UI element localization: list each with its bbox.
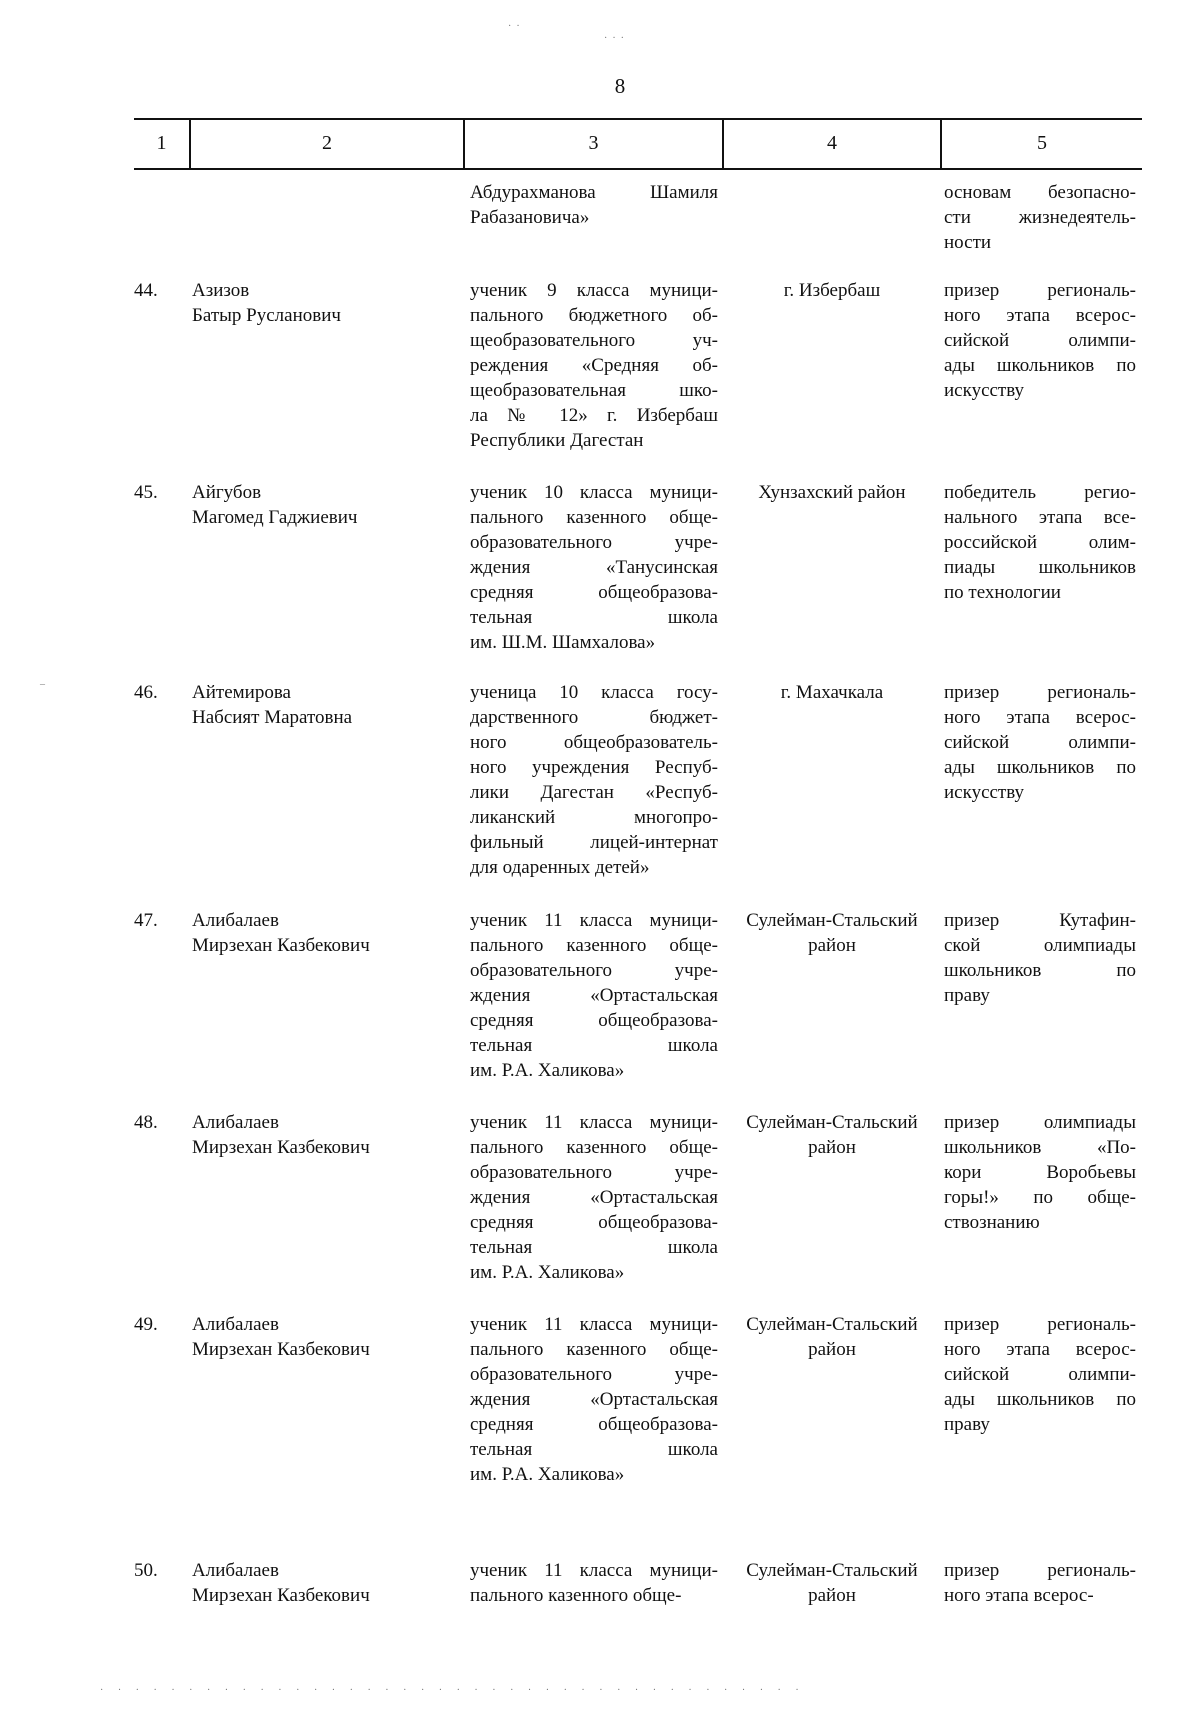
result-line: горы!» по обще- [944,1187,1136,1208]
row-result-cell [944,1110,1136,1235]
school-line: ученик 10 класса муници- [470,482,718,503]
result-line: школьников «По- [944,1137,1136,1158]
row-school-cell [470,480,718,655]
school-line: им. Р.А. Халикова» [470,1262,625,1283]
row-school-cell [470,1558,718,1608]
row-school-cell [470,908,718,1083]
row-school-cell [470,1110,718,1285]
school-line: пального казенного обще- [470,1585,682,1606]
school-line: тельная школа [470,607,718,628]
result-line: сти жизнедеятель- [944,207,1136,228]
row-school-cell [470,1312,718,1487]
school-line: средняя общеобразова- [470,1414,718,1435]
name-line: Магомед Гаджиевич [192,507,358,528]
school-line: образовательного учре- [470,960,718,981]
school-line: ждения «Ортастальская [470,985,718,1006]
result-line: призер региональ- [944,280,1136,301]
name-line: Алибалаев [192,910,279,931]
name-line: Алибалаев [192,1112,279,1133]
name-line: Азизов [192,280,250,301]
school-line: ждения «Ортастальская [470,1187,718,1208]
district-line: Сулейман-Стальский [746,910,918,931]
result-line: призер региональ- [944,1560,1136,1581]
row-result-cell [944,480,1136,605]
scan-speck: · · [508,21,520,32]
school-line: средняя общеобразова- [470,1010,718,1031]
result-line: искусству [944,782,1025,803]
row-district-cell [724,480,940,505]
row-number: 50. [134,1560,158,1581]
result-line: ской олимпиады [944,935,1136,956]
school-line: пального казенного обще- [470,1339,718,1360]
name-line: Алибалаев [192,1560,279,1581]
school-line: ждения «Танусинская [470,557,718,578]
school-line: пального казенного обще- [470,935,718,956]
row-result-cell [944,278,1136,403]
school-line: образовательного учре- [470,1364,718,1385]
school-line: для одаренных детей» [470,857,650,878]
result-line: школьников по [944,960,1136,981]
district-line: Сулейман-Стальский [746,1314,918,1335]
row-number: 44. [134,280,158,301]
school-line: щеобразовательного уч- [470,330,718,351]
district-line: район [808,1137,856,1158]
district-line: г. Махачкала [780,682,884,703]
row-num-cell [134,908,184,933]
result-line: победитель регио- [944,482,1136,503]
school-line: ученик 11 класса муници- [470,1112,718,1133]
result-line: по технологии [944,582,1061,603]
scan-speck: · · · [604,33,624,44]
result-line: сийской олимпи- [944,732,1136,753]
district-line: Хунзахский район [758,482,906,503]
row-result-cell [944,180,1136,255]
result-line: призер Кутафин- [944,910,1136,931]
row-name-cell [192,480,460,530]
name-line: Айгубов [192,482,262,503]
row-number: 45. [134,482,158,503]
result-line: пиады школьников [944,557,1136,578]
school-line: ного общеобразователь- [470,732,718,753]
row-name-cell [192,1312,460,1362]
column-header: 2 [322,132,332,154]
row-result-cell [944,680,1136,805]
result-line: ного этапа всерос- [944,1585,1094,1606]
row-district-cell [724,1312,940,1362]
scan-speck: · · · · · · · · · · · · · · · · · · · · · · · · · · · · · · · · · · · · · · · · [100,1685,805,1696]
row-name-cell [192,908,460,958]
column-header: 1 [156,132,167,154]
school-line: ученик 11 класса муници- [470,1314,718,1335]
result-line: сийской олимпи- [944,1364,1136,1385]
name-line: Мирзехан Казбекович [192,1339,370,1360]
result-line: призер региональ- [944,1314,1136,1335]
school-line: пального казенного обще- [470,1137,718,1158]
school-line: им. Р.А. Халикова» [470,1060,625,1081]
school-line: фильный лицей-интернат [470,832,718,853]
result-line: праву [944,1414,990,1435]
school-line: дарственного бюджет- [470,707,718,728]
result-line: ады школьников по [944,1389,1136,1410]
school-line: средняя общеобразова- [470,1212,718,1233]
school-line: тельная школа [470,1035,718,1056]
school-line: ла № 12» г. Избербаш [470,405,718,426]
name-line: Мирзехан Казбекович [192,1137,370,1158]
school-line: пального казенного обще- [470,507,718,528]
row-num-cell [134,278,184,303]
name-line: Айтемирова [192,682,291,703]
page-number: 8 [614,74,626,98]
row-number: 49. [134,1314,158,1335]
result-line: ады школьников по [944,757,1136,778]
row-result-cell [944,908,1136,1008]
row-num-cell [134,1558,184,1583]
school-line: им. Р.А. Халикова» [470,1464,625,1485]
district-line: Сулейман-Стальский [746,1560,918,1581]
row-district-cell [724,1558,940,1608]
school-line: Республики Дагестан [470,430,644,451]
school-line: ученик 9 класса муници- [470,280,718,301]
result-line: праву [944,985,990,1006]
school-line: ученик 11 класса муници- [470,910,718,931]
result-line: ады школьников по [944,355,1136,376]
table-top-rule [134,118,1142,120]
result-line: ного этапа всерос- [944,707,1136,728]
row-district-cell [724,908,940,958]
row-result-cell [944,1312,1136,1437]
result-line: нального этапа все- [944,507,1136,528]
result-line: ного этапа всерос- [944,305,1136,326]
result-line: кори Воробьевы [944,1162,1136,1183]
school-line: пального бюджетного об- [470,305,718,326]
school-line: им. Ш.М. Шамхалова» [470,632,656,653]
district-line: район [808,935,856,956]
school-line: средняя общеобразова- [470,582,718,603]
school-line: образовательного учре- [470,1162,718,1183]
school-line: тельная школа [470,1237,718,1258]
name-line: Алибалаев [192,1314,279,1335]
row-name-cell [192,1110,460,1160]
result-line: искусству [944,380,1025,401]
result-line: российской олим- [944,532,1136,553]
row-name-cell [192,680,460,730]
row-number: 47. [134,910,158,931]
name-line: Батыр Русланович [192,305,341,326]
name-line: Набсият Маратовна [192,707,353,728]
result-line: ствознанию [944,1212,1040,1233]
row-school-cell [470,180,718,230]
school-line: лики Дагестан «Респуб- [470,782,718,803]
row-name-cell [192,1558,460,1608]
district-line: г. Избербаш [783,280,881,301]
result-line: ного этапа всерос- [944,1339,1136,1360]
result-line: призер региональ- [944,682,1136,703]
row-result-cell [944,1558,1136,1608]
scan-speck: – [40,679,45,690]
row-district-cell [724,278,940,303]
column-header: 5 [1037,132,1047,154]
school-line: ждения «Ортастальская [470,1389,718,1410]
district-line: Сулейман-Стальский [746,1112,918,1133]
school-line: ученица 10 класса госу- [470,682,718,703]
school-line: Абдурахманова Шамиля [470,182,718,203]
row-school-cell [470,278,718,453]
school-line: ного учреждения Респуб- [470,757,718,778]
school-line: ученик 11 класса муници- [470,1560,718,1581]
result-line: основам безопасно- [944,182,1136,203]
row-school-cell [470,680,718,880]
result-line: ности [944,232,992,253]
school-line: ликанский многопро- [470,807,718,828]
row-num-cell [134,1110,184,1135]
school-line: тельная школа [470,1439,718,1460]
row-num-cell [134,480,184,505]
row-num-cell [134,1312,184,1337]
district-line: район [808,1339,856,1360]
column-header: 4 [827,132,837,154]
school-line: щеобразовательная шко- [470,380,718,401]
row-num-cell [134,680,184,705]
row-district-cell [724,1110,940,1160]
district-line: район [808,1585,856,1606]
row-district-cell [724,680,940,705]
result-line: сийской олимпи- [944,330,1136,351]
row-name-cell [192,278,460,328]
row-number: 46. [134,682,158,703]
result-line: призер олимпиады [944,1112,1136,1133]
school-line: образовательного учре- [470,532,718,553]
table-header-bottom-rule [134,168,1142,170]
name-line: Мирзехан Казбекович [192,935,370,956]
school-line: реждения «Средняя об- [470,355,718,376]
column-header: 3 [588,132,599,154]
school-line: Рабазановича» [470,207,590,228]
row-number: 48. [134,1112,158,1133]
name-line: Мирзехан Казбекович [192,1585,370,1606]
